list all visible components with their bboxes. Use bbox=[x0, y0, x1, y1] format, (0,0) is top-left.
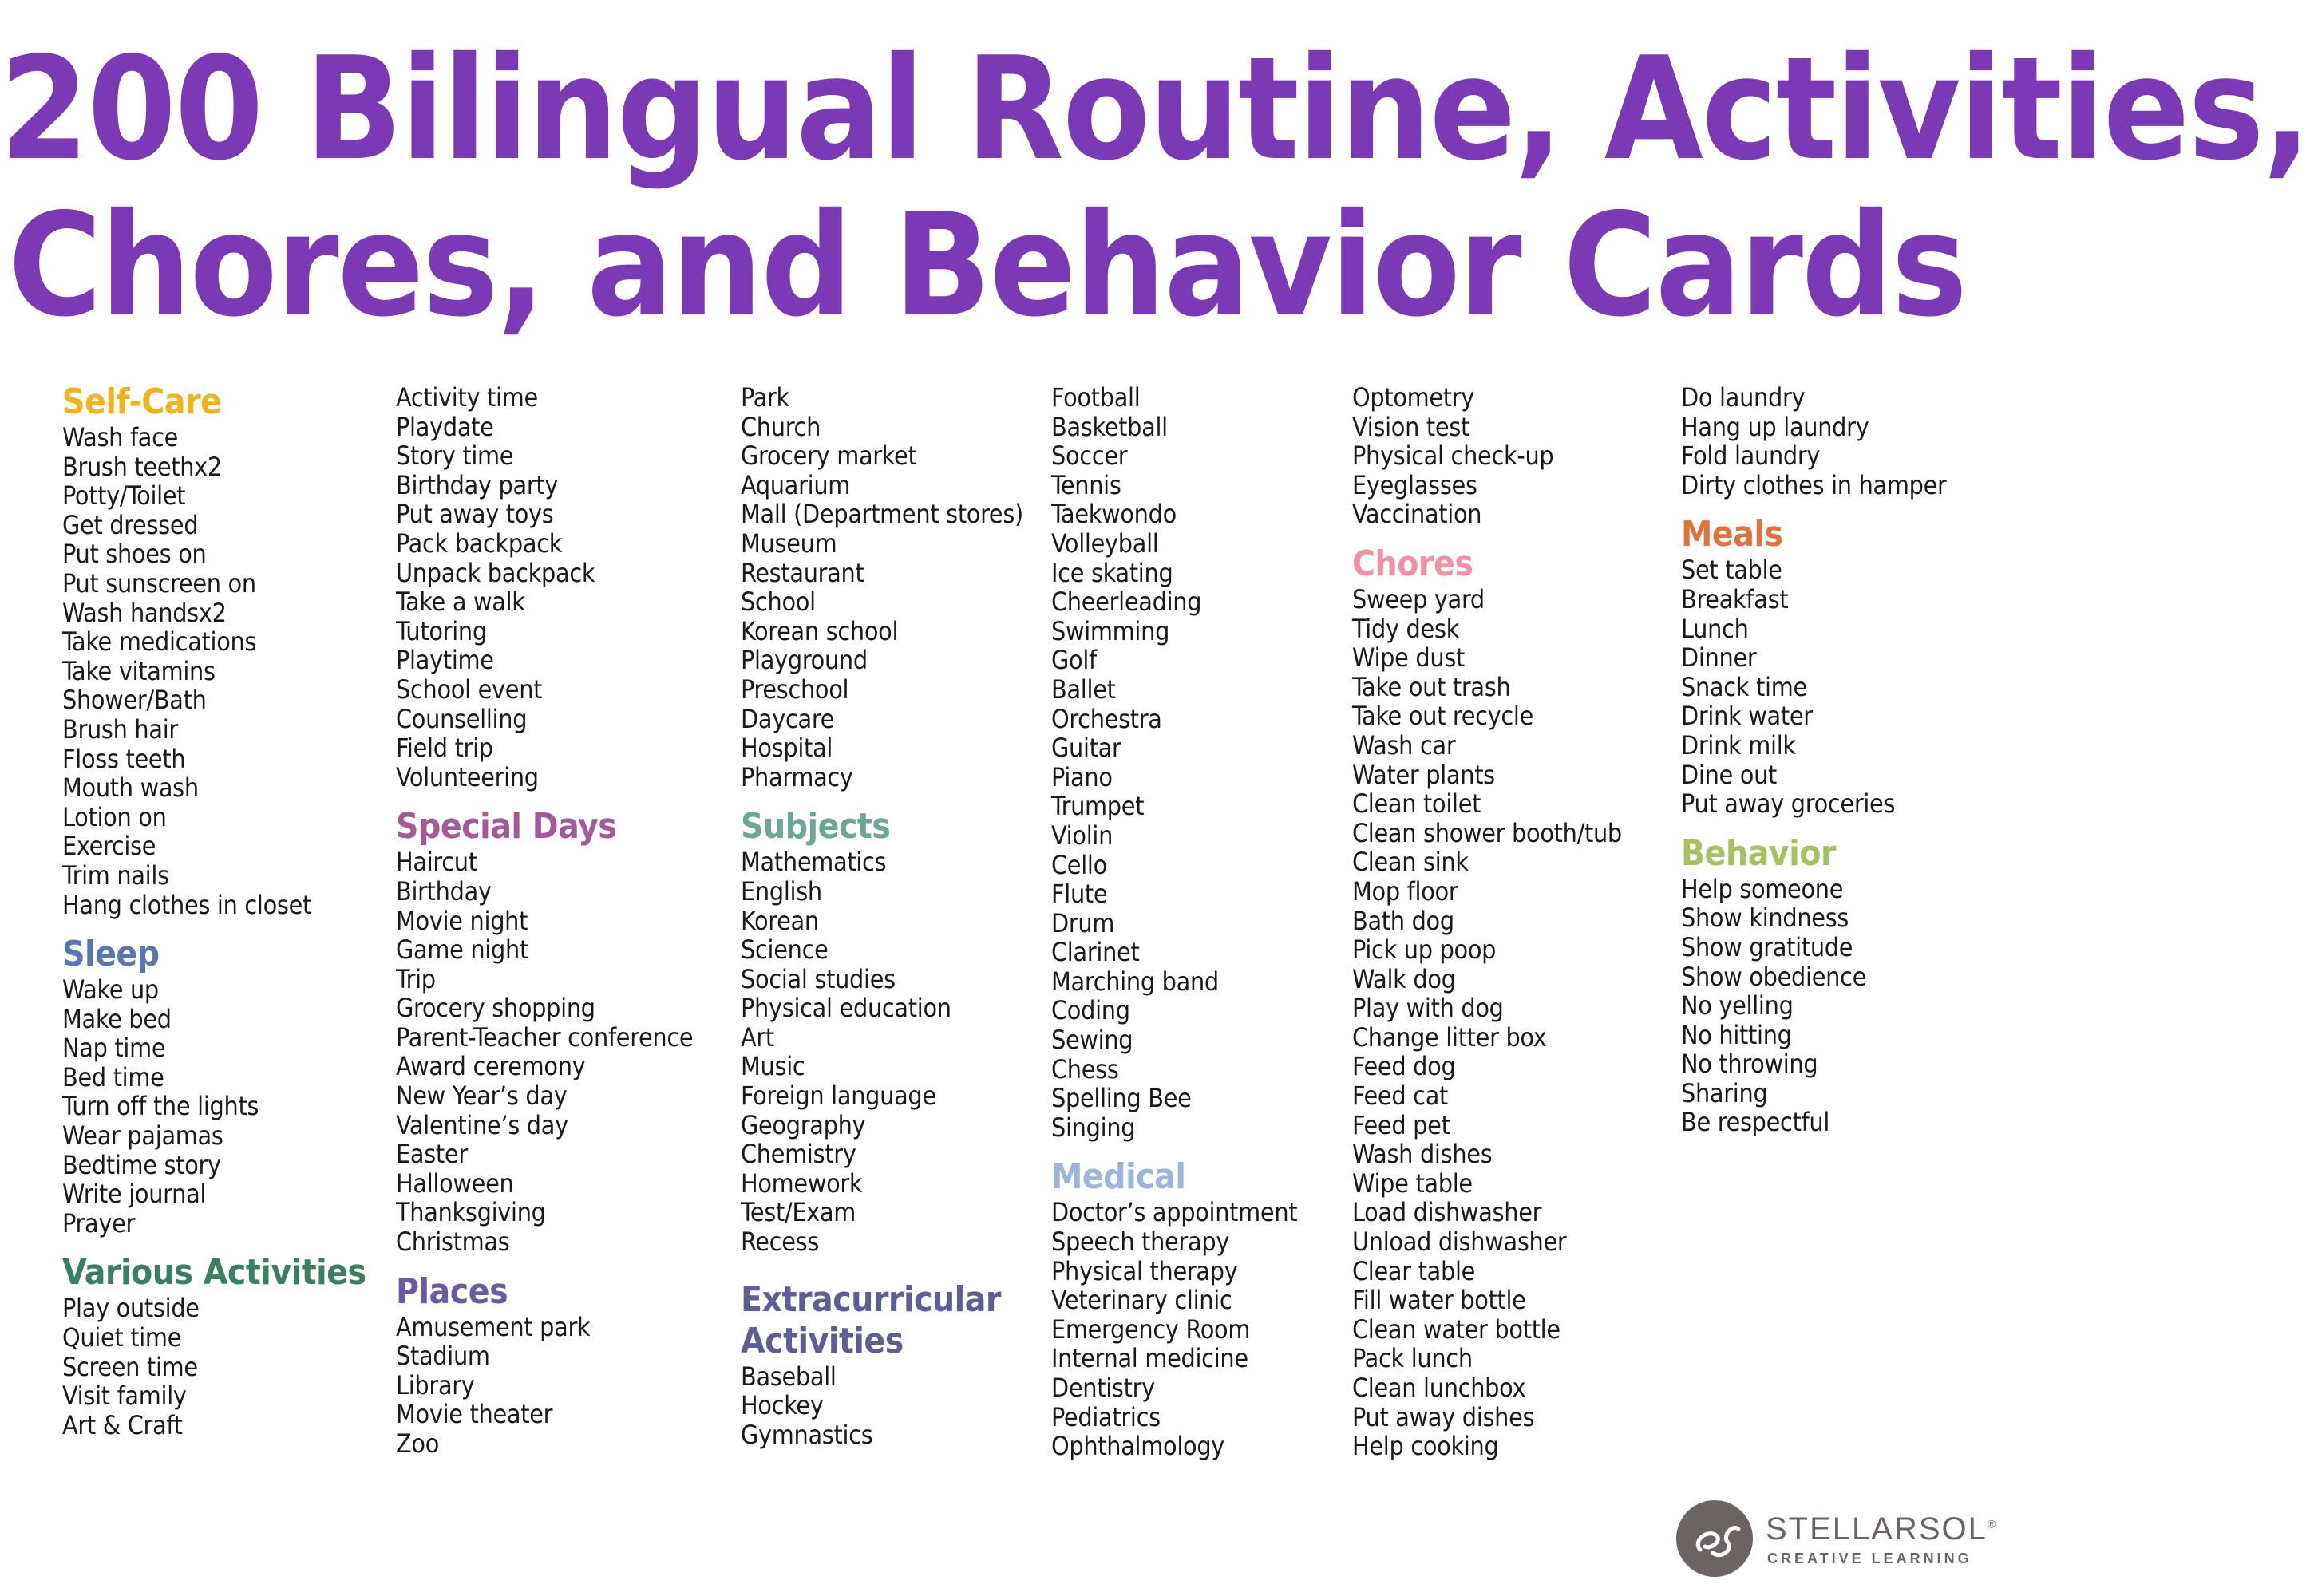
list-item: Do laundry bbox=[1681, 382, 1806, 413]
section-places bbox=[396, 1271, 731, 1459]
list-item: Volunteering bbox=[396, 761, 539, 792]
list-item: Clean shower booth/tub bbox=[1352, 817, 1622, 848]
list-item: Play outside bbox=[62, 1293, 200, 1324]
list-item: Lunch bbox=[1681, 613, 1749, 644]
list-item: Violin bbox=[1051, 820, 1113, 851]
list-item: Drink water bbox=[1681, 701, 1813, 732]
list-item: School event bbox=[396, 674, 543, 705]
list-item: Cheerleading bbox=[1051, 587, 1202, 618]
section-extracurricular-continued bbox=[1051, 383, 1386, 1142]
column-5 bbox=[1352, 383, 1687, 1461]
section-sleep bbox=[62, 934, 398, 1238]
list-item: Birthday party bbox=[396, 469, 559, 500]
list-item: Gymnastics bbox=[741, 1419, 873, 1450]
list-item: Sewing bbox=[1051, 1025, 1133, 1056]
list-item: Spelling Bee bbox=[1051, 1083, 1192, 1114]
list-item: Korean bbox=[741, 905, 819, 936]
list-item: Movie theater bbox=[396, 1399, 553, 1430]
list-item: Tennis bbox=[1051, 469, 1121, 500]
section-heading-chores: Chores bbox=[1352, 543, 1473, 584]
list-item: Show kindness bbox=[1681, 903, 1849, 934]
list-item: Pharmacy bbox=[741, 761, 853, 792]
list-item: Visit family bbox=[62, 1381, 187, 1412]
list-item: Hockey bbox=[741, 1390, 824, 1421]
list-item: Hang up laundry bbox=[1681, 411, 1869, 442]
list-item: Church bbox=[741, 411, 821, 442]
list-item: Water plants bbox=[1352, 759, 1495, 790]
list-item: Pack lunch bbox=[1352, 1343, 1473, 1374]
list-item: Eyeglasses bbox=[1352, 469, 1477, 500]
list-item: Tidy desk bbox=[1352, 613, 1460, 644]
list-item: Pediatrics bbox=[1051, 1401, 1161, 1432]
section-self-care bbox=[62, 381, 398, 919]
list-item: Make bed bbox=[62, 1003, 172, 1034]
list-item: Put away groceries bbox=[1681, 788, 1896, 820]
list-item: Christmas bbox=[396, 1227, 510, 1258]
list-item: Wake up bbox=[62, 974, 159, 1005]
list-item: Load dishwasher bbox=[1352, 1197, 1542, 1228]
section-medical bbox=[1051, 1156, 1386, 1460]
list-item: Prayer bbox=[62, 1207, 136, 1238]
list-item: Wipe table bbox=[1352, 1167, 1473, 1199]
list-item: Brush hair bbox=[62, 713, 178, 745]
list-item: Optometry bbox=[1352, 382, 1475, 413]
section-chores-continued bbox=[1681, 383, 1960, 500]
list-item: Vaccination bbox=[1352, 499, 1482, 530]
list-item: Music bbox=[741, 1051, 805, 1082]
list-item: Playdate bbox=[396, 411, 494, 442]
list-item: Fill water bottle bbox=[1352, 1285, 1526, 1316]
list-item: Ophthalmology bbox=[1051, 1431, 1225, 1462]
list-item: Soccer bbox=[1051, 440, 1128, 472]
list-item: Ballet bbox=[1051, 674, 1116, 705]
list-item: Be respectful bbox=[1681, 1107, 1830, 1138]
list-item: Movie night bbox=[396, 905, 528, 936]
section-behavior bbox=[1681, 833, 1960, 1137]
list-item: No hitting bbox=[1681, 1019, 1792, 1050]
list-item: Physical education bbox=[741, 993, 951, 1024]
list-item: Birthday bbox=[396, 875, 492, 907]
section-extracurricular bbox=[741, 1279, 1076, 1450]
list-item: Help cooking bbox=[1352, 1431, 1499, 1462]
list-item: Vision test bbox=[1352, 411, 1469, 442]
list-item: Take out trash bbox=[1352, 671, 1511, 702]
list-item: Swimming bbox=[1051, 615, 1170, 646]
list-item: Help someone bbox=[1681, 873, 1844, 904]
list-item: Chess bbox=[1051, 1053, 1119, 1084]
list-item: Coding bbox=[1051, 995, 1130, 1026]
section-heading-self-care: Self-Care bbox=[62, 381, 222, 422]
section-medical-continued bbox=[1352, 383, 1687, 529]
list-item: Trim nails bbox=[62, 859, 169, 891]
list-item: Show gratitude bbox=[1681, 931, 1853, 962]
list-item: Cello bbox=[1051, 849, 1107, 880]
list-item: Geography bbox=[741, 1109, 866, 1140]
list-item: Quiet time bbox=[62, 1322, 182, 1353]
list-item: Amusement park bbox=[396, 1311, 591, 1342]
list-item: Science bbox=[741, 934, 829, 966]
list-item: Lotion on bbox=[62, 801, 167, 832]
list-item: Activity time bbox=[396, 382, 538, 413]
section-heading-extracurricular-2: Activities bbox=[741, 1320, 904, 1361]
column-2 bbox=[396, 383, 731, 1459]
list-item: Speech therapy bbox=[1051, 1227, 1230, 1258]
list-item: Pack backpack bbox=[396, 527, 563, 559]
list-item: Clarinet bbox=[1051, 937, 1140, 968]
page-title-line-2: Chores, and Behavior Cards bbox=[8, 183, 1966, 348]
list-item: Clean toilet bbox=[1352, 788, 1481, 820]
list-item: Story time bbox=[396, 440, 514, 472]
list-item: Art & Craft bbox=[62, 1409, 183, 1440]
list-item: Award ceremony bbox=[396, 1051, 586, 1082]
list-item: Halloween bbox=[396, 1167, 514, 1199]
list-item: Drink milk bbox=[1681, 729, 1796, 760]
list-item: Dentistry bbox=[1051, 1373, 1155, 1403]
section-heading-sleep: Sleep bbox=[62, 934, 160, 975]
list-item: Take medications bbox=[62, 626, 257, 658]
list-item: Walk dog bbox=[1352, 963, 1456, 994]
list-item: Wash face bbox=[62, 422, 179, 452]
list-item: Golf bbox=[1051, 645, 1097, 676]
list-item: No yelling bbox=[1681, 990, 1794, 1021]
list-item: Physical check-up bbox=[1352, 440, 1554, 472]
list-item: Clean sink bbox=[1352, 847, 1469, 878]
list-item: Taekwondo bbox=[1051, 499, 1177, 530]
list-item: Baseball bbox=[741, 1361, 837, 1392]
list-item: Museum bbox=[741, 527, 837, 559]
list-item: Internal medicine bbox=[1051, 1343, 1248, 1374]
list-item: Korean school bbox=[741, 615, 899, 646]
list-item: Volleyball bbox=[1051, 527, 1159, 559]
list-item: Snack time bbox=[1681, 671, 1807, 702]
list-item: Put away dishes bbox=[1352, 1401, 1535, 1432]
list-item: Game night bbox=[396, 934, 528, 966]
list-item: Wash handsx2 bbox=[62, 597, 227, 628]
list-item: Put sunscreen on bbox=[62, 567, 256, 598]
list-item: Bath dog bbox=[1352, 905, 1454, 936]
section-meals bbox=[1681, 514, 1960, 818]
list-item: Piano bbox=[1051, 761, 1113, 792]
list-item: Turn off the lights bbox=[62, 1091, 259, 1122]
list-item: Aquarium bbox=[741, 469, 851, 500]
list-item: Ice skating bbox=[1051, 557, 1173, 588]
list-item: Wear pajamas bbox=[62, 1120, 223, 1152]
list-item: Feed cat bbox=[1352, 1080, 1449, 1112]
list-item: Hang clothes in closet bbox=[62, 889, 312, 920]
section-heading-subjects: Subjects bbox=[741, 806, 891, 847]
list-item: Parent-Teacher conference bbox=[396, 1021, 694, 1053]
logo-tagline: CREATIVE LEARNING bbox=[1767, 1551, 1972, 1566]
list-item: Drum bbox=[1051, 907, 1115, 938]
list-item: Marching band bbox=[1051, 966, 1219, 997]
list-item: Brush teethx2 bbox=[62, 451, 222, 482]
list-item: Library bbox=[396, 1369, 475, 1400]
list-item: Mathematics bbox=[741, 847, 887, 878]
list-item: Exercise bbox=[62, 831, 156, 862]
list-item: Trumpet bbox=[1051, 791, 1145, 822]
list-item: Doctor’s appointment bbox=[1051, 1197, 1298, 1228]
list-item: Unpack backpack bbox=[396, 557, 595, 588]
stellarsol-logo-mark-icon bbox=[1676, 1500, 1753, 1577]
list-item: Dirty clothes in hamper bbox=[1681, 469, 1947, 500]
list-item: Take out recycle bbox=[1352, 701, 1534, 732]
list-item: Grocery market bbox=[741, 440, 917, 472]
list-item: Haircut bbox=[396, 847, 477, 878]
list-item: Screen time bbox=[62, 1351, 198, 1382]
list-item: Dinner bbox=[1681, 642, 1757, 674]
list-item: Fold laundry bbox=[1681, 440, 1821, 472]
list-item: Playtime bbox=[396, 645, 494, 676]
list-item: Counselling bbox=[396, 703, 528, 734]
list-item: Nap time bbox=[62, 1033, 166, 1064]
list-item: Tutoring bbox=[396, 615, 487, 646]
list-item: Park bbox=[741, 382, 789, 413]
list-item: Valentine’s day bbox=[396, 1109, 568, 1140]
list-item: Test/Exam bbox=[741, 1197, 856, 1228]
list-item: Put shoes on bbox=[62, 539, 207, 570]
list-item: Foreign language bbox=[741, 1080, 936, 1112]
section-heading-extracurricular-1: Extracurricular bbox=[741, 1278, 1001, 1320]
list-item: Hospital bbox=[741, 733, 833, 764]
list-item: Breakfast bbox=[1681, 583, 1789, 614]
list-item: Easter bbox=[396, 1139, 468, 1170]
list-item: Trip bbox=[396, 963, 436, 994]
section-heading-meals: Meals bbox=[1681, 514, 1783, 555]
column-1 bbox=[62, 381, 398, 1440]
section-various-activities bbox=[62, 1252, 398, 1440]
column-4 bbox=[1051, 383, 1386, 1461]
list-item: Stadium bbox=[396, 1341, 490, 1372]
list-item: Show obedience bbox=[1681, 961, 1867, 992]
list-item: Clean lunchbox bbox=[1352, 1373, 1526, 1403]
list-item: Playground bbox=[741, 645, 868, 676]
list-item: New Year’s day bbox=[396, 1080, 568, 1112]
list-item: Art bbox=[741, 1021, 774, 1053]
column-3 bbox=[741, 383, 1076, 1449]
list-item: School bbox=[741, 587, 816, 618]
list-item: No throwing bbox=[1681, 1049, 1818, 1080]
list-item: Bed time bbox=[62, 1061, 164, 1092]
list-item: Thanksgiving bbox=[396, 1197, 546, 1228]
list-item: Chemistry bbox=[741, 1139, 856, 1170]
list-item: Homework bbox=[741, 1167, 863, 1199]
list-item: Mall (Department stores) bbox=[741, 499, 1023, 530]
section-activities-continued bbox=[396, 383, 731, 792]
list-item: Wash dishes bbox=[1352, 1139, 1493, 1170]
list-item: Change litter box bbox=[1352, 1021, 1547, 1053]
section-heading-places: Places bbox=[396, 1270, 508, 1312]
list-item: Set table bbox=[1681, 555, 1782, 586]
list-item: Clean water bottle bbox=[1352, 1314, 1560, 1345]
list-item: Bedtime story bbox=[62, 1149, 221, 1180]
list-item: Flute bbox=[1051, 879, 1108, 910]
list-item: Sweep yard bbox=[1352, 583, 1485, 614]
list-item: Play with dog bbox=[1352, 993, 1504, 1024]
list-item: Singing bbox=[1051, 1112, 1136, 1143]
section-heading-various-activities: Various Activities bbox=[62, 1252, 366, 1294]
section-heading-medical: Medical bbox=[1051, 1156, 1186, 1198]
section-subjects bbox=[741, 806, 1076, 1256]
list-item: Dine out bbox=[1681, 759, 1778, 790]
list-item: Take a walk bbox=[396, 587, 525, 618]
list-item: Basketball bbox=[1051, 411, 1168, 442]
list-item: Guitar bbox=[1051, 733, 1121, 764]
list-item: Daycare bbox=[741, 703, 835, 734]
list-item: Veterinary clinic bbox=[1051, 1285, 1232, 1316]
stellarsol-logo bbox=[1676, 1500, 1998, 1580]
list-item: English bbox=[741, 875, 822, 907]
list-item: Restaurant bbox=[741, 557, 864, 588]
list-item: Wash car bbox=[1352, 729, 1456, 760]
list-item: Mouth wash bbox=[62, 772, 199, 804]
list-item: Unload dishwasher bbox=[1352, 1227, 1567, 1258]
list-item: Potty/Toilet bbox=[62, 480, 186, 512]
list-item: Floss teeth bbox=[62, 743, 186, 774]
list-item: Field trip bbox=[396, 733, 493, 764]
list-item: Feed dog bbox=[1352, 1051, 1456, 1082]
section-special-days bbox=[396, 806, 731, 1256]
logo-brand-name: STELLARSOL® bbox=[1766, 1511, 1998, 1547]
section-places-continued bbox=[741, 383, 1076, 792]
list-item: Social studies bbox=[741, 963, 896, 994]
list-item: Zoo bbox=[396, 1428, 440, 1459]
list-item: Put away toys bbox=[396, 499, 554, 530]
column-6 bbox=[1681, 383, 1960, 1137]
list-item: Orchestra bbox=[1051, 703, 1162, 734]
page-title-line-1: 200 Bilingual Routine, Activities, bbox=[0, 26, 2310, 192]
section-chores bbox=[1352, 543, 1687, 1461]
list-item: Get dressed bbox=[62, 509, 199, 540]
list-item: Mop floor bbox=[1352, 875, 1458, 907]
list-item: Physical therapy bbox=[1051, 1255, 1238, 1286]
list-item: Preschool bbox=[741, 674, 849, 705]
list-item: Grocery shopping bbox=[396, 993, 595, 1024]
list-item: Wipe dust bbox=[1352, 642, 1466, 674]
list-item: Feed pet bbox=[1352, 1109, 1450, 1140]
list-item: Shower/Bath bbox=[62, 685, 207, 716]
list-item: Recess bbox=[741, 1227, 820, 1258]
list-item: Football bbox=[1051, 382, 1141, 413]
list-item: Pick up poop bbox=[1352, 934, 1497, 966]
list-item: Clear table bbox=[1352, 1255, 1476, 1286]
list-item: Emergency Room bbox=[1051, 1314, 1251, 1345]
list-item: Sharing bbox=[1681, 1077, 1768, 1108]
list-item: Write journal bbox=[62, 1179, 207, 1210]
section-heading-behavior: Behavior bbox=[1681, 832, 1836, 874]
section-heading-special-days: Special Days bbox=[396, 806, 617, 847]
list-item: Take vitamins bbox=[62, 655, 216, 686]
